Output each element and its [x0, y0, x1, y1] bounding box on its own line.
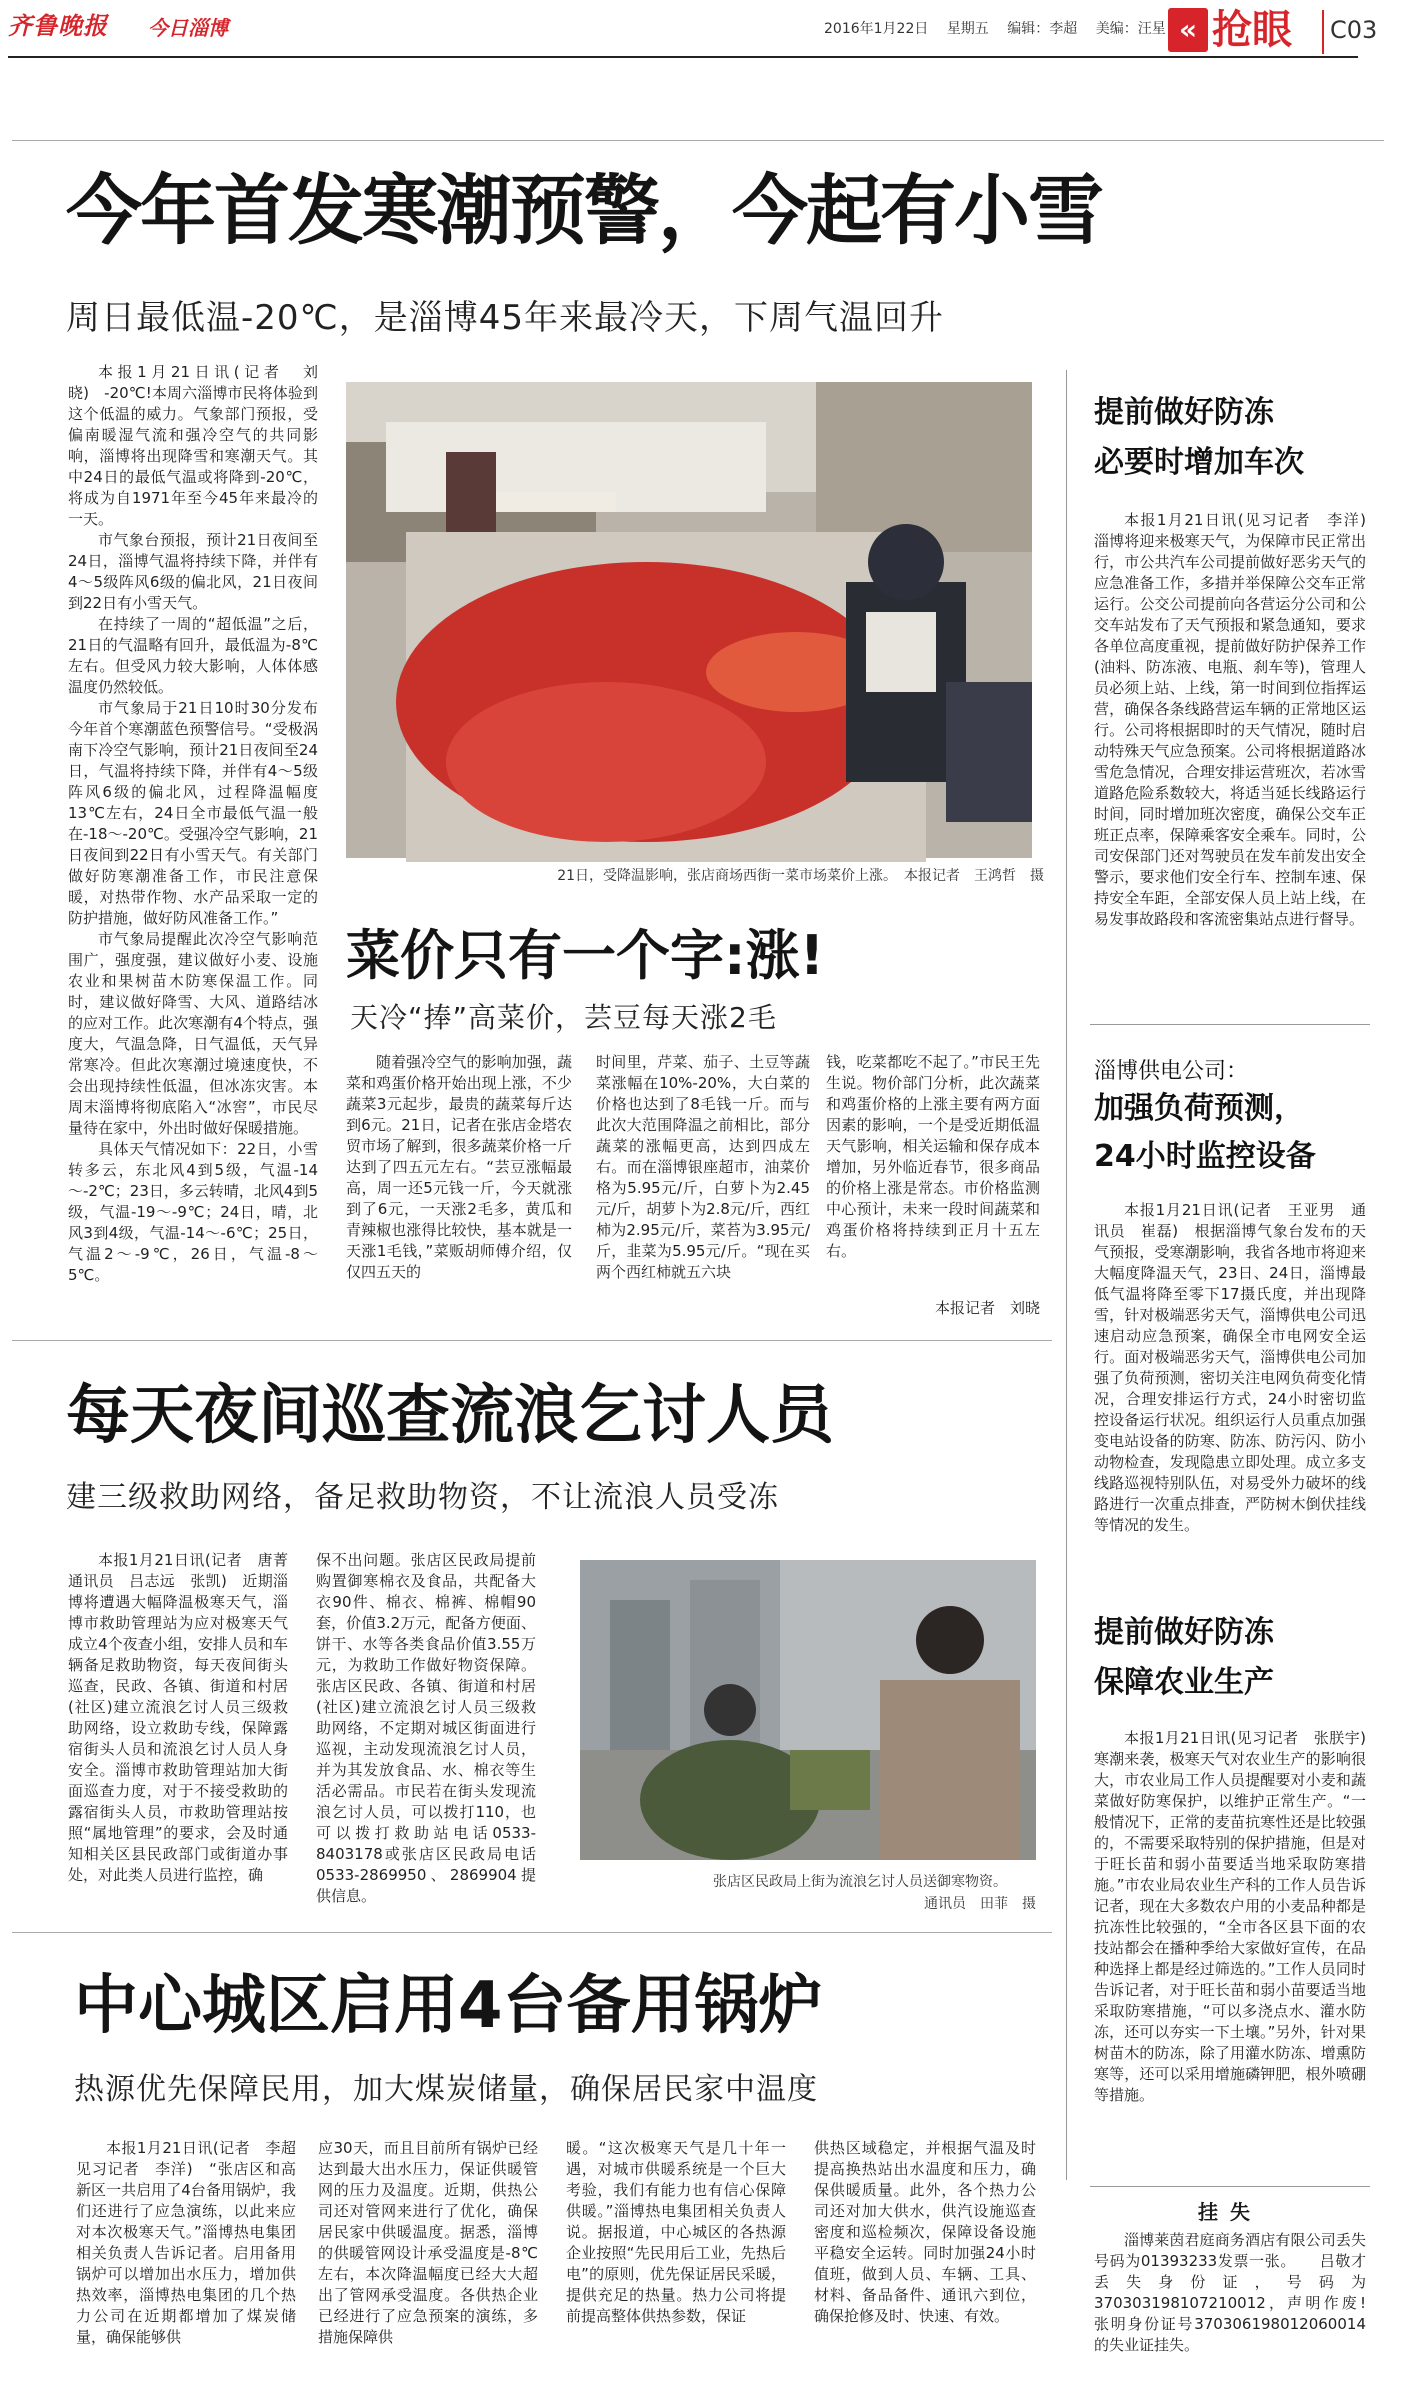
boiler-paragraph: 供热区域稳定，并根据气温及时提高换热站出水温度和压力，确保供暖质量。此外，各个热力公司还对加大供水，供汽设施巡查密度和巡检频次，保障设备设施平稳安全运转。同时加强24小时值班，做到人员、车辆、工具、材料、备品备件、通讯六到位，确保抢修及时、快速、有效。: [814, 2139, 1036, 2325]
boiler-col-4: [814, 2138, 1036, 2380]
side1-body: [1094, 510, 1382, 972]
veg-paragraph: 时间里，芹菜、茄子、土豆等蔬菜涨幅在10%-20%，大白菜的价格也达到了8毛钱一斤。而与此次大范围降温之前相比，部分蔬菜的涨幅更高，达到四成左右。而在淄博银座超市，油菜价格为5.95元/斤，白萝卜为2.45元/斤，胡萝卜为2.8元/斤，西红柿为2.95元/斤，菜苔为3.95元/斤，韭菜为5.95元/斤。“现在买两个西红柿就五六块: [596, 1053, 810, 1281]
boiler-paragraph: 暖。“这次极寒天气是几十年一遇，对城市供暖系统是一个巨大考验，我们有能力也有信心保障供暖。”淄博热电集团相关负责人说。据报道，中心城区的各热源企业按照“先民用后工业，先热后电”的原则，优先保证居民采暖，提供充足的热量。热力公司将提前提高整体供热参数，保证: [566, 2139, 786, 2325]
boiler-subtitle: 热源优先保障民用，加大煤炭储量，确保居民家中温度: [74, 2072, 818, 2107]
boiler-headline: 中心城区启用4台备用锅炉: [74, 1969, 823, 2043]
header-date: 2016年1月22日: [824, 21, 929, 37]
beggar-photo-credit: 通讯员 田菲 摄: [924, 1896, 1036, 1912]
side2-paragraph: 本报1月21日讯(记者 王亚男 通讯员 崔磊) 根据淄博气象台发布的天气预报，受寒潮影响，我省各地市将迎来大幅度降温天气，23日、24日，淄博最低气温将降至零下17摄氏度，并出现降雪，针对极端恶劣天气，淄博供电公司迅速启动应急预案，确保全市电网安全运行。面对极端恶劣天气，淄博供电公司加强了负荷预测，密切关注电网负荷变化情况，合理安排运行方式，24小时密切监控设备运行状况。组织运行人员重点加强变电站设备的防寒、防冻、防污闪、防小动物检查，发现隐患立即处理。成立多支线路巡视特别队伍，对易受外力破坏的线路进行一次重点排查，严防树木倒伏挂线等情况的发生。: [1094, 1201, 1366, 1534]
header-divider: [1322, 10, 1324, 54]
market-photo-caption: 21日，受降温影响，张店商场西街一菜市场菜价上涨。 本报记者 王鸿哲 摄: [557, 868, 1044, 884]
section-title: 抢眼: [1212, 7, 1292, 53]
lost-paragraph: 淄博莱茵君庭商务酒店有限公司丢失号码为01393233发票一张。 吕敬才丢失身份证，号码为370303198107210012，声明作废! 张明身份证号370306198012060014的失业证挂失。: [1094, 2231, 1397, 2354]
side1-paragraph: 本报1月21日讯(见习记者 李洋) 淄博将迎来极寒天气，为保障市民正常出行，市公共汽车公司提前做好恶劣天气的应急准备工作，多措并举保障公交车正常运行。公交公司提前向各营运分公司和公交车站发布了天气预报和紧急通知，要求各单位高度重视，提前做好防护保养工作(油料、防冻液、电瓶、刹车等)，管理人员必须上站、上线，第一时间到位指挥运营，确保各条线路营运车辆的正常地区运行。公司将根据即时的天气情况，随时启动特殊天气应急预案。公司将根据道路冰雪危急情况，合理安排运营班次，若冰雪道路危险系数较大，将适当延长线路运行时间，同时增加班次密度，确保公交车正班正点率，保障乘客安全乘车。同时，公司安保部门还对驾驶员在发车前发出安全警示，要求他们安全行车、控制车速、保持安全车距，全部安保人员上站上线，在易发事故路段和客流密集站点进行督导。: [1094, 511, 1382, 928]
side2-body: [1094, 1200, 1366, 1580]
side-rule: [1090, 1024, 1370, 1025]
lead-paragraph: 市气象台预报，预计21日夜间至24日，淄博气温将持续下降，并伴有4～5级阵风6级的偏北风，21日夜间到22日有小雪天气。: [68, 531, 318, 612]
header-designer: 美编：汪星: [1095, 21, 1166, 37]
lead-paragraph: 本报1月21日讯(记者 刘晓) -20℃!本周六淄博市民将体验到这个低温的威力。气象部门预报，受偏南暖湿气流和强冷空气的共同影响，淄博将出现降雪和寒潮天气。其中24日的最低气温或将降到-20℃，将成为自1971年至今45年来最冷的一天。: [68, 363, 318, 528]
lead-paragraph: 具体天气情况如下：22日，小雪转多云，东北风4到5级，气温-14～-2℃；23日，多云转晴，北风4到5级，气温-19～-9℃；24日，晴，北风3到4级，气温-14～-6℃；25日，气温2～-9℃，26日，气温-8～5℃。: [68, 1140, 318, 1284]
side3-body: [1094, 1728, 1382, 2168]
side2-title-line1: 加强负荷预测，: [1094, 1091, 1304, 1126]
beggar-photo: [580, 1560, 1036, 1860]
boiler-col-1: [76, 2138, 312, 2380]
boiler-paragraph: 本报1月21日讯(记者 李超 见习记者 李洋) “张店区和高新区一共启用了4台备用锅炉，我们还进行了应急演练，以此来应对本次极寒天气。”淄博热电集团相关负责人告诉记者。启用备用锅炉可以增加出水压力，增加供热效率，淄博热电集团的几个热力公司在近期都增加了煤炭储量，确保能够供: [76, 2139, 312, 2346]
boiler-paragraph: 应30天，而且目前所有锅炉已经达到最大出水压力，保证供暖管网的压力及温度。近期，供热公司还对管网来进行了优化，确保居民家中供暖温度。据悉，淄博的供暖管网设计承受温度是-8℃左右，本次降温幅度已经大大超出了管网承受温度。各供热企业已经进行了应急预案的演练，多措施保障供: [318, 2139, 538, 2346]
lead-paragraph: 市气象局于21日10时30分发布今年首个寒潮蓝色预警信号。“受极涡南下冷空气影响，预计21日夜间至24日，气温将持续下降，并伴有4～5级阵风6级的偏北风，过程降温幅度13℃左右，24日全市最低气温一般在-18～-20℃。受强冷空气影响，21日夜间到22日有小雪天气。有关部门做好防寒潮准备工作，市民注意保暖，对热带作物、水产品采取一定的防护措施，做好防风准备工作。”: [68, 699, 318, 927]
veg-byline: 本报记者 刘晓: [934, 1299, 1040, 1317]
veg-subtitle: 天冷“捧”高菜价，芸豆每天涨2毛: [350, 1001, 777, 1034]
lead-body: [68, 362, 318, 1330]
market-photo: [346, 382, 1032, 858]
beggar-paragraph: 本报1月21日讯(记者 唐菁 通讯员 吕志远 张凯) 近期淄博将遭遇大幅降温极寒天气，淄博市救助管理站为应对极寒天气成立4个夜查小组，安排人员和车辆备足救助物资，每天夜间街头巡查，民政、各镇、街道和村居(社区)建立流浪乞讨人员三级救助网络，设立救助专线，保障露宿街头人员和流浪乞讨人员人身安全。淄博市救助管理站加大街面巡查力度，对于不接受救助的露宿街头人员，市救助管理站按照“属地管理”的要求，会及时通知相关区县民政部门或街道办事处，对此类人员进行监控，确: [68, 1551, 304, 1884]
veg-col-2: [596, 1052, 810, 1322]
side1-title-line1: 提前做好防冻: [1094, 395, 1274, 430]
top-rule: [12, 140, 1384, 141]
market-photo-image: [346, 382, 1032, 858]
side3-title-line2: 保障农业生产: [1094, 1665, 1274, 1700]
side1-title-line2: 必要时增加车次: [1094, 445, 1304, 480]
boiler-col-3: [566, 2138, 786, 2380]
page-number: C03: [1330, 16, 1378, 44]
veg-headline: 菜价只有一个字:涨!: [346, 924, 825, 987]
section-chevron-icon: «: [1168, 8, 1208, 52]
veg-col-1: [346, 1052, 572, 1322]
beggar-paragraph: 保不出问题。张店区民政局提前购置御寒棉衣及食品，共配备大衣90件、棉衣、棉裤、棉帽90套，价值3.2万元，配备方便面、饼干、水等各类食品价值3.55万元，为救助工作做好物资保障。张店区民政、各镇、街道和村居(社区)建立流浪乞讨人员三级救助网络，不定期对城区街面进行巡视，主动发现流浪乞讨人员，并为其发放食品、水、棉衣等生活必需品。市民若在街头发现流浪乞讨人员，可以拨打110，也可以拨打救助站电话0533-8403178或张店区民政局电话0533-2869950、2869904提供信息。: [316, 1551, 536, 1905]
beggar-col-2: [316, 1550, 536, 1916]
sidebar-divider: [1066, 370, 1067, 2180]
section-rule: [12, 1932, 1052, 1933]
section-rule: [12, 1340, 1052, 1341]
beggar-col-1: [68, 1550, 304, 1928]
lead-paragraph: 市气象局提醒此次冷空气影响范围广，强度强，建议做好小麦、设施农业和果树苗木防寒保温工作。同时，建议做好降雪、大风、道路结冰的应对工作。此次寒潮有4个特点，强度大，气温急降，日气温低，天气异常寒冷。但此次寒潮过境速度快，不会出现持续性低温，但冰冻灾害。本周末淄博将彻底陷入“冰窖”，市民尽量待在家中，外出时做好保暖措施。: [68, 930, 318, 1137]
beggar-photo-caption: 张店区民政局上街为流浪乞讨人员送御寒物资。: [713, 1874, 1007, 1890]
header-weekday: 星期五: [946, 21, 989, 37]
lead-subtitle: 周日最低温-20℃，是淄博45年来最冷天，下周气温回升: [66, 298, 944, 338]
header-meta: [824, 18, 1180, 38]
edition-name: 今日淄博: [148, 16, 228, 40]
lost-title: 挂失: [1198, 2200, 1262, 2224]
side2-kicker: 淄博供电公司：: [1094, 1059, 1249, 1084]
veg-paragraph: 钱，吃菜都吃不起了。”市民王先生说。物价部门分析，此次蔬菜和鸡蛋价格的上涨主要有两方面因素的影响，一个是受近期低温天气影响，相关运输和保存成本增加，另外临近春节，很多商品的价格上涨是常态。市价格监测中心预计，未来一段时间蔬菜和鸡蛋价格将持续到正月十五左右。: [826, 1053, 1040, 1260]
lead-headline: 今年首发寒潮预警，今起有小雪: [66, 166, 1102, 255]
lead-paragraph: 在持续了一周的“超低温”之后，21日的气温略有回升，最低温为-8℃左右。但受风力较大影响，人体体感温度仍然较低。: [68, 615, 318, 696]
header-rule: [8, 56, 1358, 58]
side3-paragraph: 本报1月21日讯(见习记者 张朕宇) 寒潮来袭，极寒天气对农业生产的影响很大，市农业局工作人员提醒要对小麦和蔬菜做好防寒保护，以维护正常生产。“一般情况下，正常的麦苗抗寒性还是比较强的，不需要采取特别的保护措施，但是对于旺长苗和弱小苗要适当地采取防寒措施。”市农业局农业生产科的工作人员告诉记者，现在大多数农户用的小麦品种都是抗冻性比较强的，“全市各区县下面的农技站都会在播种季给大家做好宣传，在品种选择上都是经过筛选的。”工作人员同时告诉记者，对于旺长苗和弱小苗要适当地采取防寒措施，“可以多浇点水、灌水防冻，还可以夯实一下土壤。”另外，针对果树苗木的防冻，除了用灌水防冻、增熏防寒等，还可以采用增施磷钾肥，根外喷硼等措施。: [1094, 1729, 1382, 2104]
beggar-photo-image: [580, 1560, 1036, 1860]
boiler-col-2: [318, 2138, 538, 2380]
lost-body: [1094, 2230, 1397, 2378]
veg-paragraph: 随着强冷空气的影响加强，蔬菜和鸡蛋价格开始出现上涨，不少蔬菜3元起步，最贵的蔬菜每斤达到6元。21日，记者在张店金塔农贸市场了解到，很多蔬菜价格一斤达到了四五元左右。“芸豆涨幅最高，周一还5元钱一斤，今天就涨到了6元，一天涨2毛多，黄瓜和青辣椒也涨得比较快，基本就是一天涨1毛钱，”菜贩胡师傅介绍，仅仅四五天的: [346, 1053, 572, 1281]
side3-title-line1: 提前做好防冻: [1094, 1615, 1274, 1650]
lost-rule: [1090, 2186, 1370, 2187]
side2-title-line2: 24小时监控设备: [1094, 1139, 1316, 1174]
paper-logo: 齐鲁晚报: [8, 11, 108, 40]
beggar-subtitle: 建三级救助网络，备足救助物资，不让流浪人员受冻: [66, 1480, 779, 1515]
beggar-headline: 每天夜间巡查流浪乞讨人员: [66, 1379, 834, 1453]
header-editor: 编辑：李超: [1007, 21, 1078, 37]
veg-col-3: [826, 1052, 1040, 1300]
